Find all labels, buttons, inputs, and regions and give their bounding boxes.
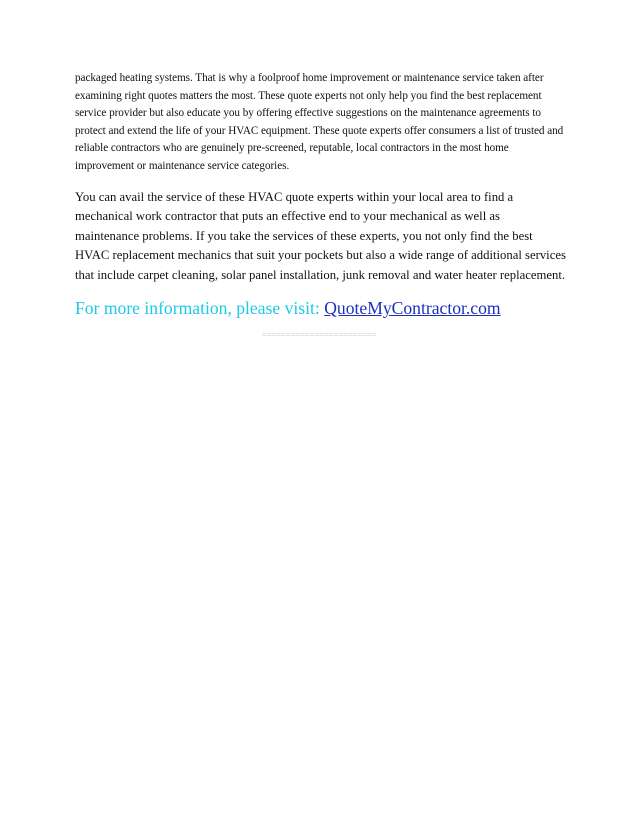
body-paragraph-1: packaged heating systems. That is why a foolproof home improvement or maintenance service taken after examining right quotes matters the most. These quote experts not only help you find the best replacement service provider but also educate you by offering effective suggestions on the maintenance agreements to protect and extend the life of your HVAC equipment. These quote experts offer consumers a list of trusted and reliable contractors who are genuinely pre-screened, reputable, local contractors in the most home improvement or maintenance service categories.	[75, 72, 564, 172]
more-information-label: For more information, please visit:	[75, 298, 325, 319]
section-separator: ========================	[261, 330, 377, 340]
body-paragraph-2: You can avail the service of these HVAC quote experts within your local area to find a mechanical work contractor that puts an effective end to your mechanical as well as maintenance problems. If you take the services of these experts, you not only find the best HVAC replacement mechanics that suit your pockets but also a wide range of additional services that include carpet cleaning, solar panel installation, junk removal and water heater replacement.	[75, 190, 566, 282]
document-body	[75, 70, 567, 319]
more-information-line	[75, 297, 567, 319]
quotemycontractor-link[interactable]: QuoteMyContractor.com	[324, 298, 501, 319]
